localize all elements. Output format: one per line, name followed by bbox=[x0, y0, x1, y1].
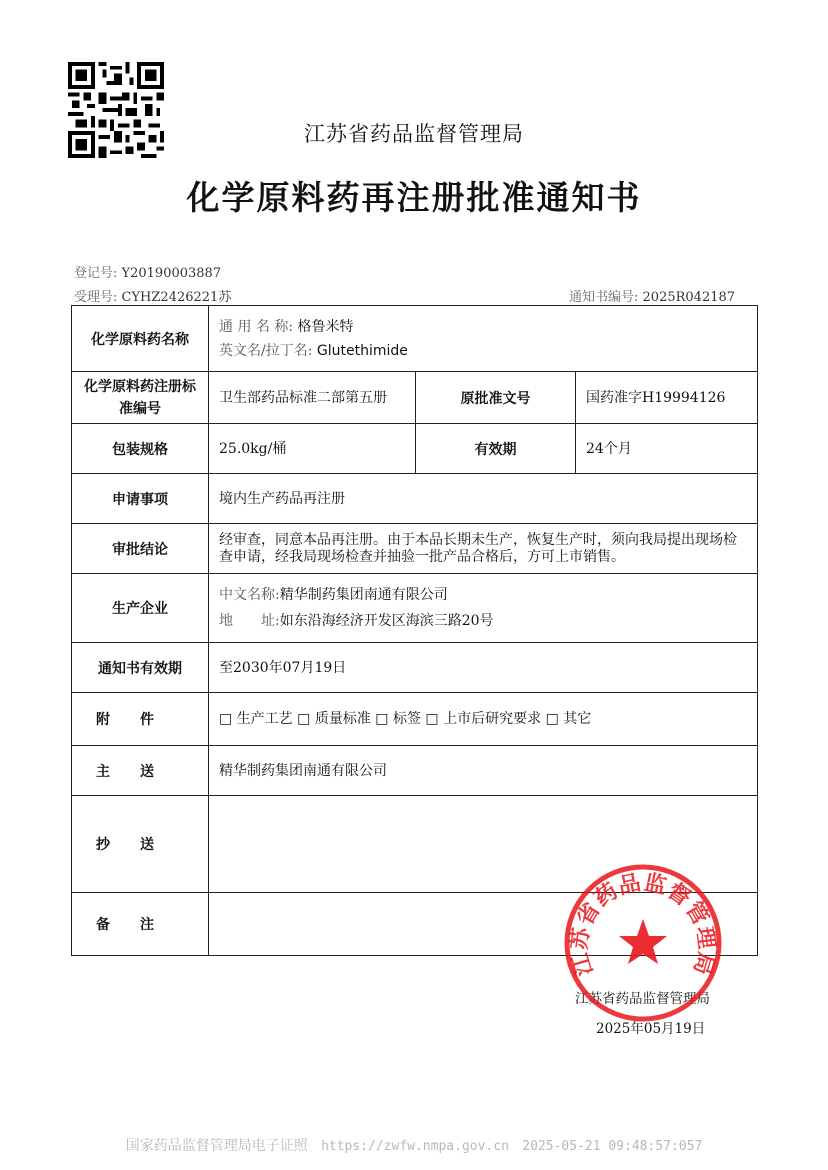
acceptance-number-label: 受理号: bbox=[74, 290, 118, 305]
manufacturer-header: 生产企业 bbox=[72, 574, 209, 643]
drug-name-cell bbox=[209, 306, 758, 372]
document-title: 化学原料药再注册批准通知书 bbox=[186, 178, 642, 217]
application-header: 申请事项 bbox=[72, 474, 209, 524]
common-name-value: 格鲁米特 bbox=[297, 318, 354, 335]
notice-number bbox=[569, 286, 735, 305]
approval-number-header: 原批准文号 bbox=[416, 372, 576, 424]
manufacturer-cell bbox=[209, 574, 758, 643]
table-row bbox=[72, 474, 758, 524]
cc-header: 抄送 bbox=[72, 796, 209, 893]
package-header: 包装规格 bbox=[72, 424, 209, 474]
validity-header: 有效期 bbox=[416, 424, 576, 474]
attachment-option: □ 其它 bbox=[545, 711, 592, 727]
remark-header: 备注 bbox=[72, 893, 209, 956]
seal-text: 江苏省药品监督管理局 bbox=[566, 869, 720, 979]
application-value: 境内生产药品再注册 bbox=[209, 474, 758, 524]
footer bbox=[0, 1135, 828, 1155]
attachment-option: □ 质量标准 bbox=[297, 711, 371, 727]
registration-number-value: Y20190003887 bbox=[121, 266, 222, 281]
acceptance-number-value: CYHZ2426221苏 bbox=[121, 290, 232, 305]
attachment-options bbox=[209, 693, 758, 746]
official-seal bbox=[563, 863, 723, 1023]
approval-number-value: 国药准字H19994126 bbox=[576, 372, 758, 424]
table-row bbox=[72, 643, 758, 693]
notice-number-value: 2025R042187 bbox=[642, 290, 736, 305]
footer-url[interactable]: https://zwfw.nmpa.gov.cn bbox=[321, 1139, 509, 1154]
common-name-label: 通 用 名 称: bbox=[219, 318, 294, 335]
standard-header: 化学原料药注册标准编号 bbox=[72, 372, 209, 424]
attachment-option: □ 上市后研究要求 bbox=[425, 711, 542, 727]
table-row bbox=[72, 306, 758, 372]
signature-organization: 江苏省药品监督管理局 bbox=[575, 991, 710, 1007]
notice-validity-value: 至2030年07月19日 bbox=[209, 643, 758, 693]
notice-validity-header: 通知书有效期 bbox=[72, 643, 209, 693]
registration-number bbox=[74, 262, 221, 281]
conclusion-value: 经审查，同意本品再注册。由于本品长期未生产，恢复生产时，须向我局提出现场检查申请，经我局现场检查并抽验一批产品合格后，方可上市销售。 bbox=[209, 524, 758, 574]
acceptance-number bbox=[74, 286, 231, 305]
table-row bbox=[72, 524, 758, 574]
recipient-value: 精华制药集团南通有限公司 bbox=[209, 746, 758, 796]
package-value: 25.0kg/桶 bbox=[209, 424, 416, 474]
table-row bbox=[72, 424, 758, 474]
issuing-authority: 江苏省药品监督管理局 bbox=[304, 122, 524, 146]
star-icon bbox=[619, 919, 667, 964]
attachment-option: □ 标签 bbox=[375, 711, 421, 727]
english-name-value: Glutethimide bbox=[316, 342, 408, 359]
address-label: 地 址: bbox=[219, 613, 280, 629]
manufacturer-name-value: 精华制药集团南通有限公司 bbox=[279, 587, 448, 603]
registration-number-label: 登记号: bbox=[74, 266, 118, 281]
table-row bbox=[72, 372, 758, 424]
conclusion-header: 审批结论 bbox=[72, 524, 209, 574]
table-row bbox=[72, 574, 758, 643]
english-name-label: 英文名/拉丁名: bbox=[219, 342, 313, 359]
drug-name-header: 化学原料药名称 bbox=[72, 306, 209, 372]
recipient-header: 主送 bbox=[72, 746, 209, 796]
footer-timestamp: 2025-05-21 09:48:57:057 bbox=[522, 1139, 703, 1154]
approval-table bbox=[71, 305, 758, 956]
attachment-option: □ 生产工艺 bbox=[219, 711, 293, 727]
validity-value: 24个月 bbox=[576, 424, 758, 474]
notice-number-label: 通知书编号: bbox=[569, 290, 639, 305]
signature-date: 2025年05月19日 bbox=[596, 1021, 706, 1037]
table-row bbox=[72, 693, 758, 746]
attachment-header: 附件 bbox=[72, 693, 209, 746]
address-value: 如东沿海经济开发区海滨三路20号 bbox=[279, 613, 494, 629]
manufacturer-name-label: 中文名称: bbox=[219, 587, 280, 603]
footer-label: 国家药品监督管理局电子证照 bbox=[125, 1138, 308, 1154]
standard-value: 卫生部药品标准二部第五册 bbox=[209, 372, 416, 424]
table-row bbox=[72, 746, 758, 796]
